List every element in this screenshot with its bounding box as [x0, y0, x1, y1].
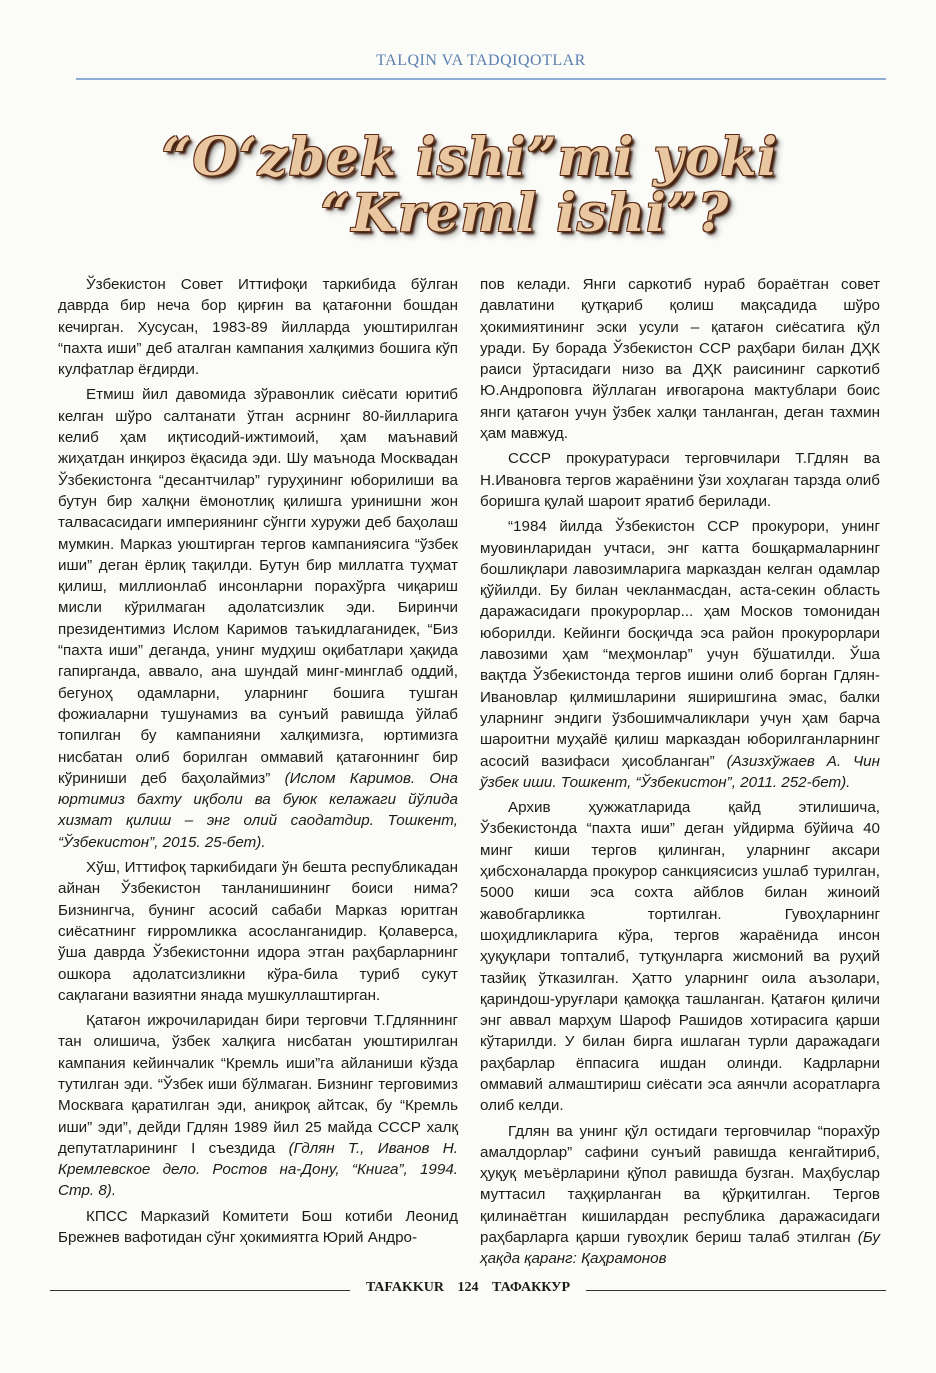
footer-magazine-latin: TAFAKKUR — [365, 1280, 445, 1295]
paragraph-text: Етмиш йил давомида зўравонлик сиёсати юритиб келган шўро салтанати ўтган асрнинг 80-йилларига келиб ҳам иқтисодий-ижтимоий, ҳам маънавий жиҳатдан инқироз ёқасида эди. Шу маънода Москвадан Ўзбекистонга “десантчилар” гуруҳининг юборилиши ва бутун бир халқни ёмонотлиқ қилишга уринишни жон талвасасидаги империянинг сўнгги хуружи деб баҳолаш мумкин. Марказ уюштирган тергов кампаниясига “ўзбек иши” деган ёрлиқ тақилди. Бутун бир миллатга туҳмат қилиш, миллионлаб инсонларни порахўрга чиқариш мисли кўрилмаган адолатсизлик эди. Биринчи президентимиз Ислом Каримов таъкидлаганидек, “Биз “пахта иши” деганда, унинг мудҳиш оқибатлари ҳақида гапирганда, аввало, ана шундай минг-минглаб оддий, бегуноҳ одамларни, уларнинг бошига тушган фожиаларни тушунамиз ва сунъий равишда ўйлаб топилган бу кампанияни халқимизга, юртимизга нисбатан олиб борилган оммавий қатағоннинг бир кўриниши деб баҳолаймиз” — [58, 386, 458, 787]
footer-text — [350, 1280, 586, 1296]
section-header — [76, 52, 886, 82]
article-title-line-2: “Kreml ishi”? — [320, 183, 730, 244]
paragraph — [58, 1010, 458, 1202]
paragraph-text: Қатағон ижрочиларидан бири терговчи Т.Гдляннинг тан олишича, ўзбек халқига нисбатан уюштирилган кампания кейинчалик “Кремль иши”га айланиши кўзда тутилган эди. “Ўзбек иши бўлмаган. Бизнинг терговимиз Москвага қаратилган эди, аниқроқ айтсак, бу “Кремль иши” эди”, дейди Гдлян 1989 йил 25 майда СССР халқ депутатларининг I съездида — [58, 1012, 458, 1157]
paragraph-text: Ўзбекистон Совет Иттифоқи таркибида бўлган даврда бир неча бор қирғин ва қатағонни бошдан кечирган. Хусусан, 1983-89 йилларда уюштирилган “пахта иши” деб аталган кампания халқимиз бошига кўп кулфатлар ёғдирди. — [58, 276, 458, 379]
article-title-line-1: “O‘zbek ishi”mi yoki — [161, 127, 779, 188]
right-column — [480, 274, 880, 1274]
paragraph — [480, 448, 880, 512]
citation: (Гдлян Т., Иванов Н. Кремлевское дело. Ростов на-Дону, “Книга”, 1994. Стр. 8). — [58, 1139, 458, 1200]
paragraph-text: “1984 йилда Ўзбекистон ССР прокурори, унинг муовинларидан учтаси, энг катта бошқармаларнинг бошлиқлари лавозимларига марказдан келган одамлар қўйилди. Бу билан чекланмасдан, аста-секин область даражасидаги прокурорлар... ҳам Москов томонидан юборилди. Кейинги босқичда эса район прокурорлари лавозими ҳам “меҳмонлар” учун бўшатилди. Ўша вақтда Ўзбекистонда тергов ишини олиб борган Гдлян-Ивановлар қилмишларини яширишгина эмас, балки уларнинг эндиги ўзбошимчаликлари учун ҳам барча шароитни муҳайё қилиш марказдан юборилганларнинг асосий вазифаси ҳисобланган” — [480, 518, 880, 770]
article-title — [100, 127, 800, 260]
paragraph-text: СССР прокуратураси терговчилари Т.Гдлян ва Н.Ивановга тергов жараёнини ўзи хоҳлаган тарзда олиб боришга қулай шароит яратиб берилади. — [480, 450, 880, 510]
paragraph — [480, 516, 880, 793]
header-rule — [76, 78, 886, 80]
paragraph — [58, 1206, 458, 1249]
paragraph-text: Гдлян ва унинг қўл остидаги терговчилар “порахўр амалдорлар” сафини сунъий равишда кенгайтириб, ҳуқуқ меъёрларини қўпол равишда бузган. Маҳбуслар муттасил таҳқирланган ва қўрқитилган. Тергов қилинаётган кишилардан республика даражасидаги раҳбарларга қарши гувоҳлик бериш талаб этилган — [480, 1122, 880, 1247]
paragraph-text: Архив ҳужжатларида қайд этилишича, Ўзбекистонда “пахта иши” деган уйдирма бўйича 40 минг киши тергов қилинган, уларнинг аксари ҳибсхоналарда прокурор санкциясисиз ушлаб турилган, 5000 киши эса сохта айблов билан жиноий жавобгарликка тортилган. Гувоҳларнинг шоҳидликларига кўра, тергов жараёнида инсон ҳуқуқлари топталиб, тутқунларга жисмоний ва руҳий тазйиқ ўтказилган. Ҳатто уларнинг оила аъзолари, қариндош-уруғлари қамоққа ташланган. Қатағон қиличи энг аввал марҳум Шароф Рашидов хотирасига қарши кўтарилди. У билан бирга ишлаган турли даражадаги раҳбарлар ёппасига ишдан олинди. Кадрларни оммавий алмаштириш сиёсати эса аянчли асоратларга олиб келди. — [480, 799, 880, 1115]
left-column — [58, 274, 458, 1252]
paragraph — [58, 857, 458, 1006]
citation: (Азизхўжаев А. Чин ўзбек иши. Тошкент, “Ўзбекистон”, 2011. 252-бет). — [480, 752, 880, 791]
paragraph — [480, 797, 880, 1116]
paragraph — [58, 384, 458, 853]
page-number: 124 — [457, 1280, 479, 1295]
footer-magazine-cyrillic: ТАФАККУР — [492, 1280, 571, 1295]
paragraph-text: пов келади. Янги саркотиб нураб бораётган совет давлатини қутқариб қолиш мақсадида шўро ҳокимиятининг эски усули – қатағон сиёсатига қўл уради. Бу борада Ўзбекистон ССР раҳбари билан ДҲК раиси ўртасидаги низо ва ДҲК раисининг саркотиб Ю.Андроповга йўллаган иғвогарона мактублари боис янги қатағон учун ўзбек халқи танланган, деган тахмин ҳам мавжуд. — [480, 276, 880, 443]
paragraph-text: Хўш, Иттифоқ таркибидаги ўн бешта республикадан айнан Ўзбекистон танланишининг боиси нима? Бизнингча, бунинг асосий сабаби Марказ юритган сиёсатнинг ғирромликка асосланганидир. Қолаверса, ўша даврда Ўзбекистонни идора этган раҳбарларнинг ошкора адолатсизликни кўра-била туриб сукут сақлагани вазиятни янада мушкуллаштирган. — [58, 859, 458, 1004]
section-title: TALQIN VA TADQIQOTLAR — [376, 52, 586, 69]
footer-rule-left — [50, 1290, 350, 1291]
paragraph-text: КПСС Марказий Комитети Бош котиби Леонид Брежнев вафотидан сўнг ҳокимиятга Юрий Андро- — [58, 1207, 458, 1247]
page-footer — [50, 1280, 886, 1300]
paragraph — [480, 1121, 880, 1270]
citation: (Бу ҳақда қаранг: Қаҳрамонов — [480, 1229, 880, 1268]
citation: (Ислом Каримов. Она юртимиз бахту иқболи ва буюк келажаги йўлида хизмат қилиш – энг олий саодатдир. Тошкент, “Ўзбекистон”, 2015. 25-бет). — [58, 769, 458, 851]
paragraph — [480, 274, 880, 444]
paragraph — [58, 274, 458, 380]
footer-rule-right — [586, 1290, 886, 1291]
